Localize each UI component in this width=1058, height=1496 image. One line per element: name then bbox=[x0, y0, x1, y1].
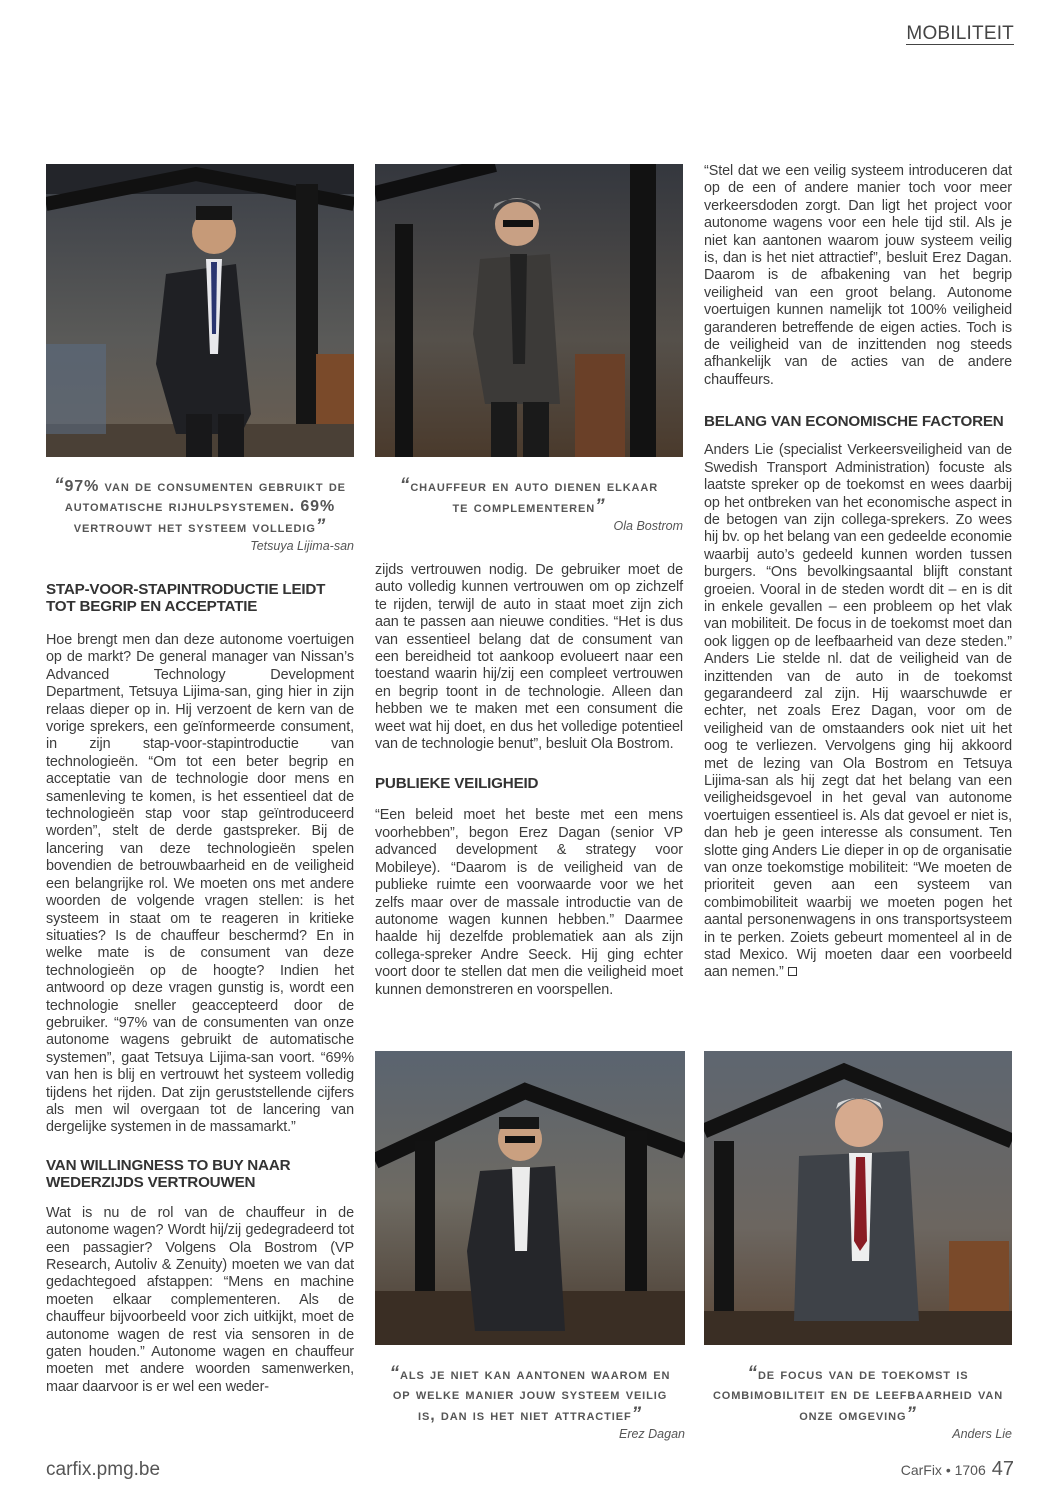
paragraph-col2-1: zijds vertrouwen nodig. De gebruiker moet de auto volledig kunnen vertrouwen om op zichzelf te rijden, terwijl de auto in staat moet zijn zich aan te passen aan nieuwe condities. “Het is dus van essentieel belang dat de consument van een bereidheid tot aankoop evolueert naar een toestand waarin hij/zij een compleet vertrouwen en begrip toont in de technologie. Alleen dan hebben we te maken met een consument die weet wat hij doet, en dus het volledige potentieel van de technologie benut”, besluit Ola Bostrom. bbox=[375, 562, 683, 753]
heading-economische-factoren: BELANG VAN ECONOMISCHE FACTOREN bbox=[704, 413, 1004, 431]
photo-ola-bostrom bbox=[375, 164, 683, 457]
heading-publieke-veiligheid: PUBLIEKE VEILIGHEID bbox=[375, 775, 539, 793]
pull-quote-4: “de focus van de toekomst is combimobiliteit en de leefbaarheid van onze omgeving” Anders Lie bbox=[704, 1364, 1012, 1442]
paragraph-col1-1: Hoe brengt men dan deze autonome voertuigen op de markt? De general manager van Nissan’s Advanced Technology Development Department, Tetsuya Lijima-san, ging hier in zijn relaas dieper op in. Hij verzoent de kern van de vorige sprekers, een geïnformeerde consument, in zijn stap-voor-stapintroductie van technologieën. “Om tot een beter begrip en acceptatie van de technologie door mens en samenleving te komen, is het essentieel dat de technologieën stap voor stap geïntroduceerd worden”, stelt de derde gastspreker. Bij de lancering van deze technologieën spelen bovendien de betrouwbaarheid en de veiligheid een belangrijke rol. We moeten ons met andere woorden de volgende vragen stellen: is het systeem in staat om te reageren in kritieke situaties? Is de chauffeur beschermd? En in welke mate is de consument van deze technologieën op de hoogte? Indien het antwoord op deze vragen gunstig is, wordt een technologie sneller geaccepteerd door de gebruiker. “97% van de consumenten van onze autonome wagens gebruikt de automatische systemen”, gaat Tetsuya Lijima-san voort. “69% van hen is blij en vertrouwt het systeem volledig tijdens het rijden. Dat zijn geruststellende cijfers als men wil overgaan tot de lancering van dergelijke systemen in de massamarkt.” bbox=[46, 632, 354, 1136]
pull-quote-2-text: chauffeur en auto dienen elkaar te complementeren bbox=[410, 478, 659, 516]
heading-stap-voor-stap: STAP-VOOR-STAPINTRODUCTIE LEIDT TOT BEGRIP EN ACCEPTATIE bbox=[46, 581, 326, 615]
pull-quote-4-author: Anders Lie bbox=[952, 1427, 1012, 1441]
pull-quote-2: “chauffeur en auto dienen elkaar te complementeren” Ola Bostrom bbox=[375, 476, 683, 534]
pull-quote-3: “als je niet kan aantonen waarom en op welke manier jouw systeem veilig is, dan is het niet attractief” Erez Dagan bbox=[375, 1364, 685, 1442]
photo-tetsuya-lijima bbox=[46, 164, 354, 457]
pull-quote-2-author: Ola Bostrom bbox=[613, 519, 683, 533]
pull-quote-1-author: Tetsuya Lijima-san bbox=[250, 539, 354, 553]
pull-quote-1-text: 97% van de consumenten gebruikt de automatische rijhulpsystemen. 69% vertrouwt het systeem volledig bbox=[64, 478, 346, 536]
column-1 bbox=[46, 581, 354, 1396]
footer-page-info bbox=[901, 1458, 1014, 1481]
end-of-article-icon bbox=[788, 967, 797, 976]
pull-quote-3-text: als je niet kan aantonen waarom en op welke manier jouw systeem veilig is, dan is het niet attractief bbox=[392, 1366, 671, 1424]
paragraph-col2-2: “Een beleid moet het beste met een mens voorhebben”, begon Erez Dagan (senior VP advanced development & strategy voor Mobileye). “Daarom is de veiligheid van de publieke ruimte een voorwaarde voor we het zelfs maar over de massale introductie van de autonome wagen kunnen hebben.” Daarmee haalde hij dezelfde problematiek aan als zijn collega-spreker Andre Seeck. Hij ging echter voort door te stellen dat men die veiligheid moet kunnen demonstreren en voorspellen. bbox=[375, 807, 683, 998]
paragraph-col3-2: Anders Lie (specialist Verkeersveiligheid van de Swedish Transport Administration) focuste als laatste spreker op de toekomst en wees daarbij op het ontbreken van het economische aspect in de betogen van zijn collega-sprekers. Zo wees hij bv. op het belang van een gedeelde economie waarbij auto’s gedeeld kunnen worden tussen burgers. “Ons bevolkingsaantal blijft constant groeien. Vooral in de steden wordt dit – en is dit in enkele gevallen – een probleem op het vlak van mobiliteit. De focus in de toekomst moet dan ook liggen op de leefbaarheid van deze steden.” Anders Lie stelde nl. dat de veiligheid van de inzittenden van de auto in de toekomst gegarandeerd zal zijn. Hij waarschuwde er echter, net zoals Erez Dagan, voor om de veiligheid van de omstaanders ook niet uit het oog te verliezen. Vervolgens ging hij akkoord met de lezing van Ola Bostrom en Tetsuya Lijima-san als hij zegt dat het belang van een veiligheidsgevoel in het geval van autonome voertuigen essentieel is. Als dat gevoel er niet is, dan heb je geen interesse als consument. Ten slotte ging Anders Lie dieper in op de organisatie van onze toekomstige mobiliteit: “We moeten de prioriteit geven aan een systeem van combimobiliteit waarbij we moeten pogen het aantal personenwagens in ons transportsysteem in te perken. Zoiets gebeurt momenteel al in de stad Mexico. Wij moeten daar een voorbeeld aan nemen.” bbox=[704, 442, 1012, 981]
column-3 bbox=[704, 163, 1012, 982]
paragraph-col3-1: “Stel dat we een veilig systeem introduceren dat op de een of andere manier toch voor meer verkeersdoden zorgt. Dan ligt het project voor autonome wagens voor een hele tijd stil. Als je niet kan aantonen waarom jouw systeem veilig is, dan is het niet attractief”, besluit Erez Dagan. Daarom is de afbakening van het begrip veiligheid van een groot belang. Autonome voertuigen kunnen namelijk tot 100% veiligheid garanderen betreffende de eigen acties. Toch is de veiligheid van de inzittenden nog steeds afhankelijk van de acties van de andere chauffeurs. bbox=[704, 163, 1012, 388]
page-number: 47 bbox=[991, 1458, 1014, 1480]
footer-magazine: CarFix • 1706 bbox=[900, 1462, 986, 1478]
pull-quote-3-author: Erez Dagan bbox=[618, 1427, 685, 1441]
pull-quote-1: “97% van de consumenten gebruikt de automatische rijhulpsystemen. 69% vertrouwt het systeem volledig” Tetsuya Lijima-san bbox=[46, 476, 354, 554]
column-2 bbox=[375, 562, 683, 999]
footer-website-link[interactable]: carfix.pmg.be bbox=[46, 1459, 161, 1480]
photo-anders-lie bbox=[704, 1051, 1012, 1345]
paragraph-col1-2: Wat is nu de rol van de chauffeur in de autonome wagen? Wordt hij/zij gedegradeerd tot een passagier? Volgens Ola Bostrom (VP Research, Autoliv & Zenuity) moeten we van dat gedachtegoed afstappen: “Mens en machine moeten elkaar complementeren. Als de chauffeur bijvoorbeeld voor zich uitkijkt, moet de autonome wagen de rest via sensoren in de gaten houden.” Autonome wagen en chauffeur moeten met andere woorden samenwerken, maar daarvoor is er wel een weder- bbox=[46, 1204, 354, 1395]
heading-willingness: VAN WILLINGNESS TO BUY NAAR WEDERZIJDS VERTROUWEN bbox=[46, 1156, 291, 1191]
section-tag: MOBILITEIT bbox=[906, 23, 1014, 44]
pull-quote-4-text: de focus van de toekomst is combimobiliteit en de leefbaarheid van onze omgeving bbox=[712, 1366, 1004, 1424]
photo-erez-dagan bbox=[375, 1051, 685, 1345]
